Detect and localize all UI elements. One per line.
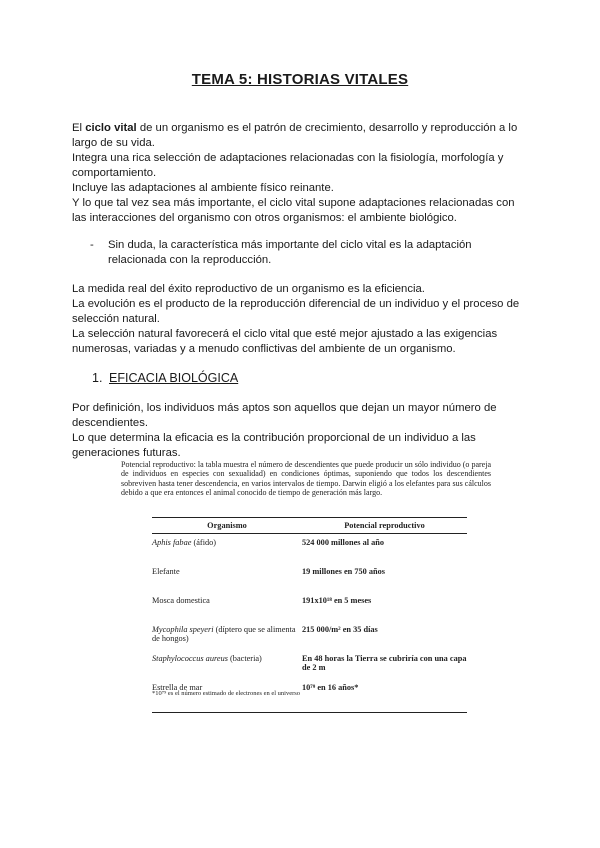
intro-paragraph-3: Incluye las adaptaciones al ambiente físico reinante. [72, 182, 334, 194]
organism-scientific-name: Mycophila speyeri [152, 625, 214, 634]
potential-cell: 191x10¹⁸ en 5 meses [302, 596, 372, 605]
organism-common-name: Elefante [152, 567, 180, 576]
section3-paragraphs [72, 401, 532, 461]
ciclo-vital-term: ciclo vital [85, 122, 137, 134]
potential-cell: En 48 horas la Tierra se cubriría con una capa de 2 m [302, 654, 467, 672]
organism-cell [152, 621, 302, 650]
intro-paragraph-1 [72, 121, 532, 151]
heading-text: EFICACIA BIOLÓGICA [109, 371, 239, 385]
organism-cell [152, 534, 302, 564]
potential-cell: 524 000 millones al año [302, 538, 385, 547]
section2-paragraph-3: La selección natural favorecerá el ciclo vital que esté mejor ajustado a las exigencias numerosas, variadas y a menudo conflictivas del ambiente de un organismo. [72, 328, 498, 355]
organism-common-name: Mosca domestica [152, 596, 210, 605]
intro-text-end: de un organismo es el patrón de crecimiento, desarrollo y reproducción a lo largo de su vida. [72, 122, 518, 149]
table-row [152, 621, 467, 650]
table-row [152, 563, 467, 592]
intro-paragraph-4: Y lo que tal vez sea más importante, el ciclo vital supone adaptaciones relacionadas con las interacciones del organismo con otros organismos: el ambiente biológico. [72, 197, 515, 224]
reproductive-potential-figure [115, 460, 495, 702]
section2-paragraphs [72, 282, 532, 357]
intro-paragraph-2: Integra una rica selección de adaptaciones relacionadas con la fisiología, morfología y comportamiento. [72, 152, 504, 179]
section3-paragraph-2: Lo que determina la eficacia es la contribución proporcional de un individuo a las generaciones futuras. [72, 432, 476, 459]
heading-number: 1. [92, 371, 103, 385]
intro-paragraphs [72, 121, 532, 226]
section3-paragraph-1: Por definición, los individuos más aptos son aquellos que dejan un mayor número de descendientes. [72, 402, 497, 429]
potential-cell: 19 millones en 750 años [302, 567, 385, 576]
potential-cell: 10⁷⁹ en 16 años* [302, 679, 467, 713]
organism-common-name: (bacteria) [227, 654, 262, 663]
organism-cell [152, 563, 302, 592]
organism-common-name: (áfido) [191, 538, 217, 547]
bullet-text: Sin duda, la característica más importante del ciclo vital es la adaptación relacionada con la reproducción. [108, 239, 472, 266]
figure-caption: Potencial reproductivo: la tabla muestra el número de descendientes que puede producir un sólo individuo (o pareja de individuos en especies con sexualidad) en condiciones óptimas, suponiendo que todos los descendientes sobreviven hasta tener descendencia, en varios intervalos de tiempo. Darwin eligió a los elefantes para sus cálculos debido a que era entonces el animal conocido de tiempo de generación más largo. [121, 460, 491, 497]
table-row [152, 592, 467, 621]
section-heading-eficacia [92, 371, 238, 385]
table-header-row [152, 518, 467, 534]
potential-cell: 215 000/m² en 35 días [302, 625, 378, 634]
column-header-potencial: Potencial reproductivo [302, 518, 467, 534]
table-row [152, 650, 467, 679]
column-header-organismo: Organismo [152, 518, 302, 534]
organism-scientific-name: Aphis fabae [152, 538, 192, 547]
reproductive-potential-table [152, 517, 467, 713]
figure-footnote: *10⁷⁹ es el número estimado de electrones en el universo [152, 690, 301, 697]
organism-cell [152, 592, 302, 621]
organism-common-name: Estrella de mar [152, 683, 203, 692]
intro-text-start: El [72, 122, 86, 134]
bullet-dash: - [90, 239, 94, 251]
organism-cell [152, 650, 302, 679]
organism-common-name: (díptero que se alimenta de hongos) [152, 625, 296, 643]
table-row [152, 534, 467, 564]
page-title: TEMA 5: HISTORIAS VITALES [191, 71, 409, 88]
section2-paragraph-2: La evolución es el producto de la reproducción diferencial de un individuo y el proceso de selección natural. [72, 298, 520, 325]
bullet-item [90, 238, 530, 268]
organism-scientific-name: Staphylococcus aureus [152, 654, 228, 663]
section2-paragraph-1: La medida real del éxito reproductivo de un organismo es la eficiencia. [72, 283, 425, 295]
